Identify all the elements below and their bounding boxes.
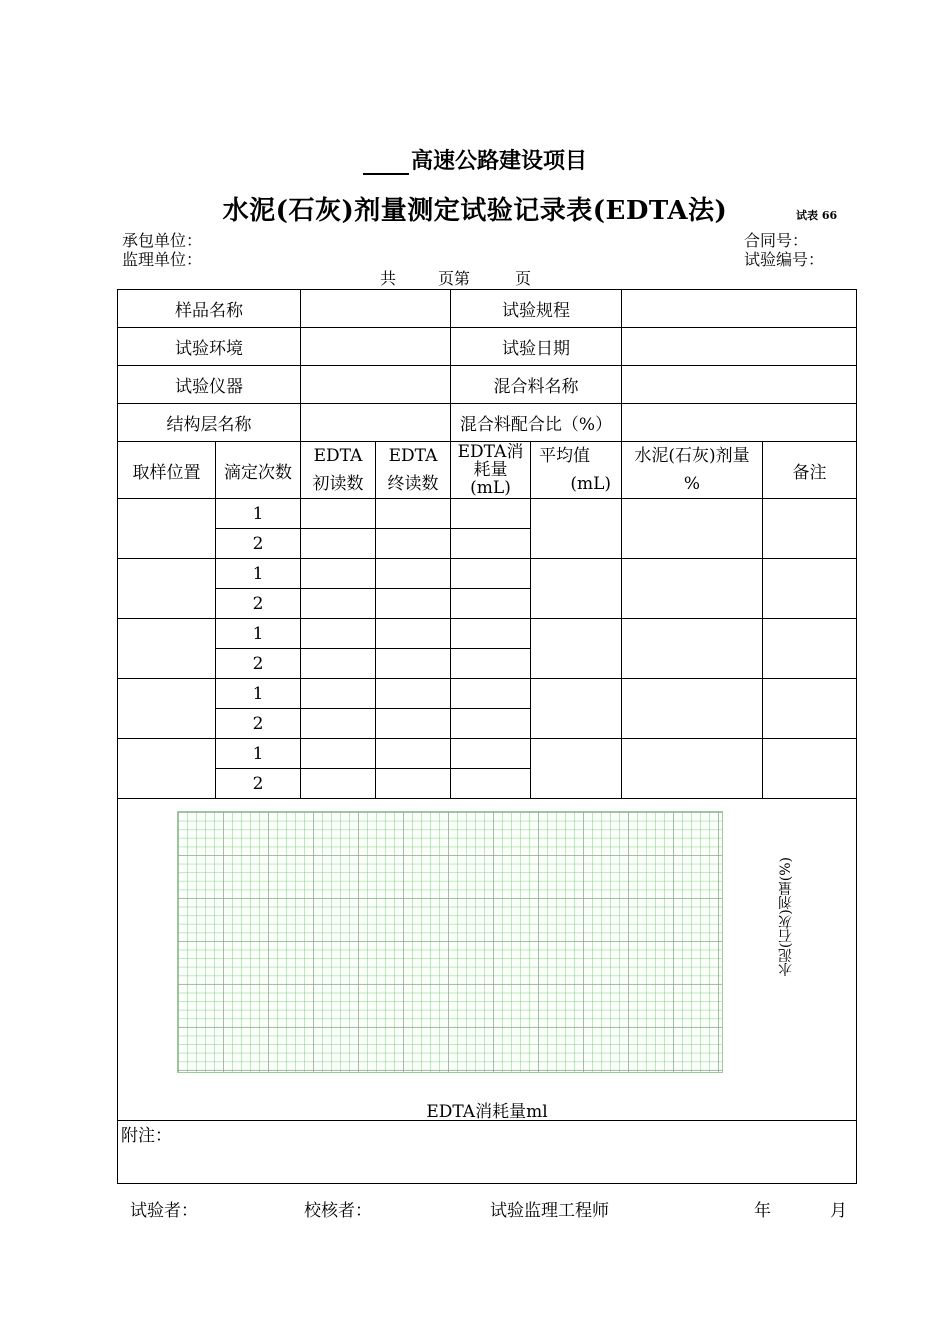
edta-initial-cell[interactable] (301, 529, 376, 559)
remarks-cell[interactable] (763, 619, 857, 679)
sample-name-label: 样品名称 (118, 290, 301, 328)
edta-consumed-cell[interactable] (451, 559, 531, 589)
edta-initial-cell[interactable] (301, 679, 376, 709)
position-cell[interactable] (118, 619, 216, 679)
titration-number: 2 (216, 649, 301, 679)
edta-final-cell[interactable] (376, 589, 451, 619)
edta-final-cell[interactable] (376, 739, 451, 769)
edta-consumed-cell[interactable] (451, 589, 531, 619)
edta-initial-cell[interactable] (301, 619, 376, 649)
average-cell[interactable] (531, 559, 622, 619)
checker-label: 校核者： (304, 1201, 372, 1221)
edta-final-header: EDTA 终读数 (376, 442, 451, 499)
position-cell[interactable] (118, 679, 216, 739)
titration-number: 1 (216, 499, 301, 529)
content-cell[interactable] (622, 499, 763, 559)
position-header: 取样位置 (118, 442, 216, 499)
test-date-label: 试验日期 (451, 328, 622, 366)
edta-final-cell[interactable] (376, 649, 451, 679)
remarks-cell[interactable] (763, 739, 857, 799)
edta-consumed-cell[interactable] (451, 709, 531, 739)
page-end-label: 页 (515, 269, 532, 288)
project-title: 高速公路建设项目 (0, 144, 950, 175)
environment-label: 试验环境 (118, 328, 301, 366)
content-cell[interactable] (622, 739, 763, 799)
remarks-header: 备注 (763, 442, 857, 499)
record-table (117, 289, 857, 1184)
edta-initial-cell[interactable] (301, 559, 376, 589)
titration-number: 2 (216, 589, 301, 619)
content-header: 水泥(石灰)剂量 % (622, 442, 763, 499)
titration-number: 1 (216, 739, 301, 769)
edta-initial-cell[interactable] (301, 739, 376, 769)
supervisor-label: 监理单位： (122, 250, 203, 269)
mixture-name-value[interactable] (622, 366, 857, 404)
edta-initial-cell[interactable] (301, 709, 376, 739)
mix-ratio-label: 混合料配合比（%） (451, 404, 622, 442)
form-number: 试表 66 (796, 209, 838, 222)
position-cell[interactable] (118, 499, 216, 559)
edta-consumed-cell[interactable] (451, 769, 531, 799)
mix-ratio-value[interactable] (622, 404, 857, 442)
remarks-cell[interactable] (763, 499, 857, 559)
contract-no-label: 合同号： (744, 231, 809, 250)
titration-number: 2 (216, 529, 301, 559)
edta-initial-cell[interactable] (301, 649, 376, 679)
average-cell[interactable] (531, 739, 622, 799)
edta-initial-cell[interactable] (301, 769, 376, 799)
titration-number: 2 (216, 769, 301, 799)
test-no-label: 试验编号： (744, 250, 825, 269)
edta-initial-cell[interactable] (301, 589, 376, 619)
edta-final-cell[interactable] (376, 499, 451, 529)
titration-number: 1 (216, 619, 301, 649)
edta-consumed-cell[interactable] (451, 739, 531, 769)
average-cell[interactable] (531, 619, 622, 679)
edta-final-cell[interactable] (376, 679, 451, 709)
titration-number: 2 (216, 709, 301, 739)
form-title: 水泥(石灰)剂量测定试验记录表(EDTA法) (222, 196, 728, 226)
environment-value[interactable] (301, 328, 451, 366)
notes-label: 附注： (121, 1126, 172, 1146)
graph-x-axis-label: EDTA消耗量ml (426, 1102, 548, 1122)
content-cell[interactable] (622, 619, 763, 679)
edta-final-cell[interactable] (376, 559, 451, 589)
titration-number: 1 (216, 679, 301, 709)
contractor-label: 承包单位： (122, 231, 203, 250)
average-header: 平均值 (mL) (531, 442, 622, 499)
edta-consumed-cell[interactable] (451, 649, 531, 679)
remarks-cell[interactable] (763, 559, 857, 619)
edta-initial-cell[interactable] (301, 499, 376, 529)
page-current-label: 页第 (438, 269, 471, 288)
content-cell[interactable] (622, 559, 763, 619)
notes-cell[interactable] (118, 1121, 857, 1184)
average-cell[interactable] (531, 679, 622, 739)
content-cell[interactable] (622, 679, 763, 739)
edta-consumed-cell[interactable] (451, 499, 531, 529)
test-standard-label: 试验规程 (451, 290, 622, 328)
mixture-name-label: 混合料名称 (451, 366, 622, 404)
test-date-value[interactable] (622, 328, 857, 366)
titration-number: 1 (216, 559, 301, 589)
project-name-blank[interactable] (363, 151, 409, 175)
edta-consumed-cell[interactable] (451, 679, 531, 709)
edta-final-cell[interactable] (376, 619, 451, 649)
page-total-label: 共 (380, 269, 397, 288)
calibration-graph-cell (118, 799, 857, 1121)
instrument-value[interactable] (301, 366, 451, 404)
month-label: 月 (830, 1201, 847, 1221)
edta-final-cell[interactable] (376, 709, 451, 739)
average-cell[interactable] (531, 499, 622, 559)
year-label: 年 (754, 1201, 771, 1221)
position-cell[interactable] (118, 559, 216, 619)
instrument-label: 试验仪器 (118, 366, 301, 404)
graph-paper-grid[interactable] (177, 811, 723, 1073)
edta-consumed-header: EDTA消 耗量 (mL) (451, 442, 531, 499)
tester-label: 试验者： (130, 1201, 198, 1221)
edta-final-cell[interactable] (376, 529, 451, 559)
remarks-cell[interactable] (763, 679, 857, 739)
edta-consumed-cell[interactable] (451, 619, 531, 649)
layer-name-value[interactable] (301, 404, 451, 442)
graph-y-axis-label: 水泥(石灰)剂量(%) (778, 857, 794, 977)
test-standard-value[interactable] (622, 290, 857, 328)
edta-consumed-cell[interactable] (451, 529, 531, 559)
edta-final-cell[interactable] (376, 769, 451, 799)
supervisor-engineer-label: 试验监理工程师 (490, 1201, 609, 1221)
sample-name-value[interactable] (301, 290, 451, 328)
layer-name-label: 结构层名称 (118, 404, 301, 442)
edta-initial-header: EDTA 初读数 (301, 442, 376, 499)
position-cell[interactable] (118, 739, 216, 799)
titration-count-header: 滴定次数 (216, 442, 301, 499)
